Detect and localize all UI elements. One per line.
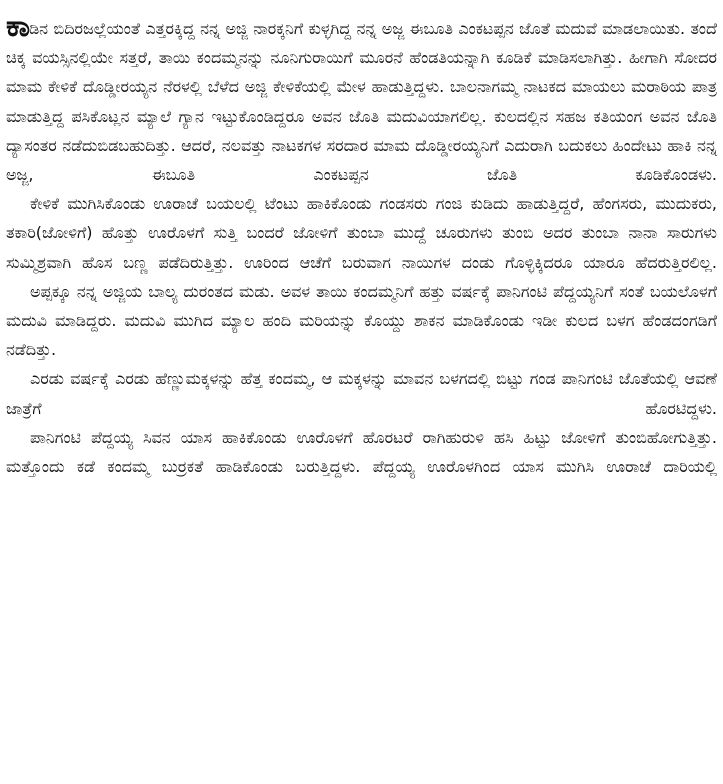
paragraph-1	[6, 9, 717, 189]
drop-cap: ಕಾ	[6, 9, 30, 44]
paragraph-4: ಎರಡು ವರ್ಷಕ್ಕೆ ಎರಡು ಹೆಣ್ಣುಮಕ್ಕಳನ್ನು ಹೆತ್ತ ಕಂದಮ್ಮ, ಆ ಮಕ್ಕಳನ್ನು ಮಾವನ ಬಳಗದಲ್ಲಿ ಬಿಟ್ಟು ಗಂಡ ಪಾನಿಗಂಟಿ ಜೊತೆಯಲ್ಲಿ ಆವಣೆ ಜಾತ್ರೆಗೆ ಹೊರಟಿದ್ದಳು.	[6, 369, 717, 418]
paragraph-2: ಕೇಳಿಕೆ ಮುಗಿಸಿಕೊಂಡು ಊರಾಚೆ ಬಯಲಲ್ಲಿ ಟೆಂಟು ಹಾಕಿಕೊಂಡು ಗಂಡಸರು ಗಂಜಿ ಕುಡಿದು ಹಾಡುತ್ತಿದ್ದರೆ, ಹೆಂಗಸರು, ಮುದುಕರು, ತಕಾರಿ(ಜೋಳಿಗೆ) ಹೊತ್ತು ಊರೊಳಗೆ ಸುತ್ತಿ ಬಂದರೆ ಜೋಳಿಗೆ ತುಂಬಾ ಮುದ್ದೆ ಚೂರುಗಳು ತುಂಬಿ ಅದರ ತುಂಬಾ ನಾನಾ ಸಾರುಗಳು ಸುಮ್ಮಿಶ್ರವಾಗಿ ಹೊಸ ಬಣ್ಣ ಪಡೆದಿರುತ್ತಿತ್ತು. ಊರಿಂದ ಆಚೆಗೆ ಬರುವಾಗ ನಾಯಿಗಳ ದಂಡು ಗೊಳ್ಳಿಕ್ಕಿದರೂ ಯಾರೂ ಹೆದರುತ್ತಿರಲಿಲ್ಲ.	[6, 194, 717, 272]
paragraph-1-text: ಡಿನ ಬಿದಿರಜಲ್ಲೆಯಂತೆ ಎತ್ತರಕ್ಕಿದ್ದ ನನ್ನ ಅಜ್ಜಿ ನಾರಕ್ಕನಿಗೆ ಕುಳ್ಳಗಿದ್ದ ನನ್ನ ಅಜ್ಜ ಈಬೂತಿ ಎಂಕಟಪ್ಪನ ಜೊತೆ ಮದುವೆ ಮಾಡಲಾಯಿತು. ತಂದೆ ಚಿಕ್ಕ ವಯಸ್ಸಿನಲ್ಲಿಯೇ ಸತ್ತರೆ, ತಾಯಿ ಕಂದಮ್ಮನನ್ನು ನೂನಿಗುರಾಯಿಗೆ ಮೂರನೆ ಹೆಂಡತಿಯನ್ನಾಗಿ ಕೂಡಿಕೆ ಮಾಡಿಸಲಾಗಿತ್ತು. ಹೀಗಾಗಿ ಸೋದರ ಮಾಮ ಕೇಳಿಕೆ ದೊಡ್ಡೀರಯ್ಯನ ನೆರಳಲ್ಲಿ ಬೆಳೆದ ಅಜ್ಜಿ ಕೇಳಿಕೆಯಲ್ಲಿ ಮೇಳ ಹಾಡುತ್ತಿದ್ದಳು. ಬಾಲನಾಗಮ್ಮ ನಾಟಕದ ಮಾಯಲು ಮರಾಠಿಯ ಪಾತ್ರ ಮಾಡುತ್ತಿದ್ದ ಪಸಿಕೊಟ್ಲನ ಮ್ಯಾಲೆ ಗ್ಯಾನ ಇಟ್ಟುಕೊಂಡಿದ್ದರೂ ಅವನ ಜೊತಿ ಮದುವಿಯಾಗಲಿಲ್ಲ. ಕುಲದಲ್ಲಿನ ಸಹಜ ಕತಿಯಂಗ ಅವನ ಜೊತಿ ದ್ಯಾಸಂತರ ನಡೆದುಬಿಡಬಹುದಿತ್ತು. ಆದರೆ, ನಲವತ್ತು ನಾಟಕಗಳ ಸರದಾರ ಮಾಮ ದೊಡ್ಡೀರಯ್ಯನಿಗೆ ಎದುರಾಗಿ ಬದುಕಲು ಹಿಂದೇಟು ಹಾಕಿ ನನ್ನ ಅಜ್ಜ, ಈಬೂತಿ ಎಂಕಟಪ್ಪನ ಜೊತಿ ಕೂಡಿಕೊಂಡಳು.	[6, 19, 717, 185]
paragraph-3: ಅಪ್ಪಕ್ಕೂ ನನ್ನ ಅಜ್ಜಿಯ ಬಾಲ್ಯ ದುರಂತದ ಮಡು. ಅವಳ ತಾಯಿ ಕಂದಮ್ಮನಿಗೆ ಹತ್ತು ವರ್ಷಕ್ಕೆ ಪಾನಿಗಂಟಿ ಪೆದ್ದಯ್ಯನಿಗೆ ಸಂತೆ ಬಯಲೊಳಗೆ ಮದುವಿ ಮಾಡಿದ್ದರು. ಮದುವಿ ಮುಗಿದ ಮ್ಯಾಲ ಹಂದಿ ಮರಿಯನ್ನು ಕೊಯ್ದು ಶಾಕನ ಮಾಡಿಕೊಂಡು ಇಡೀ ಕುಲದ ಬಳಗ ಹೆಂಡದಂಗಡಿಗೆ ನಡೆದಿತ್ತು.	[6, 281, 717, 360]
paragraph-5: ಪಾನಿಗಂಟಿ ಪೆದ್ದಯ್ಯ ಸಿವನ ಯಾಸ ಹಾಕಿಕೊಂಡು ಊರೊಳಗೆ ಹೊರಟರೆ ರಾಗಿಹುರುಳಿ ಹಸಿ ಹಿಟ್ಟು ಜೋಳಿಗೆ ತುಂಬಿಹೋಗುತ್ತಿತ್ತು. ಮತ್ತೊಂದು ಕಡೆ ಕಂದಮ್ಮ ಬುರ್ರಕತೆ ಹಾಡಿಕೊಂಡು ಬರುತ್ತಿದ್ದಳು. ಪೆದ್ದಯ್ಯ ಊರೊಳಗಿಂದ ಯಾಸ ಮುಗಿಸಿ ಊರಾಚೆ ದಾರಿಯಲ್ಲಿ	[6, 427, 717, 477]
